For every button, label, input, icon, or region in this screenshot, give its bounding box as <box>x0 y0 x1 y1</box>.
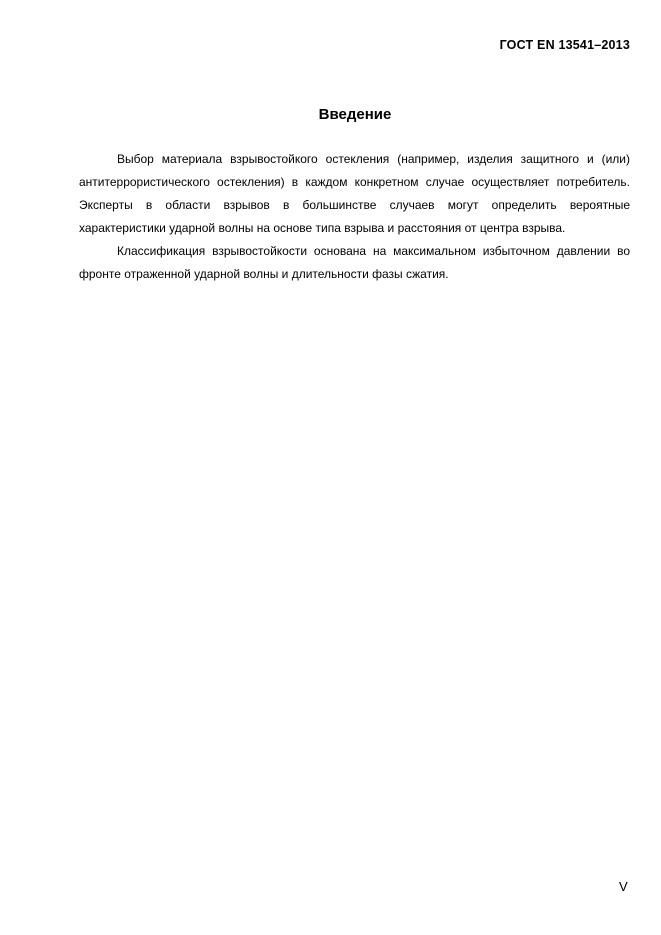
document-header-code: ГОСТ EN 13541–2013 <box>499 38 630 52</box>
body-text <box>79 148 630 286</box>
paragraph: Выбор материала взрывостойкого остекления (например, изделия защитного и (или) антитеррористического остекления) в каждом конкретном случае осуществляет потребитель. Эксперты в области взрывов в большинстве случаев могут определить вероятные характеристики ударной волны на основе типа взрыва и расстояния от центра взрыва. <box>79 152 630 235</box>
page-number: V <box>619 879 628 894</box>
paragraph: Классификация взрывостойкости основана на максимальном избыточном давлении во фронте отраженной ударной волны и длительности фазы сжатия. <box>79 244 630 281</box>
section-title: Введение <box>318 106 392 123</box>
